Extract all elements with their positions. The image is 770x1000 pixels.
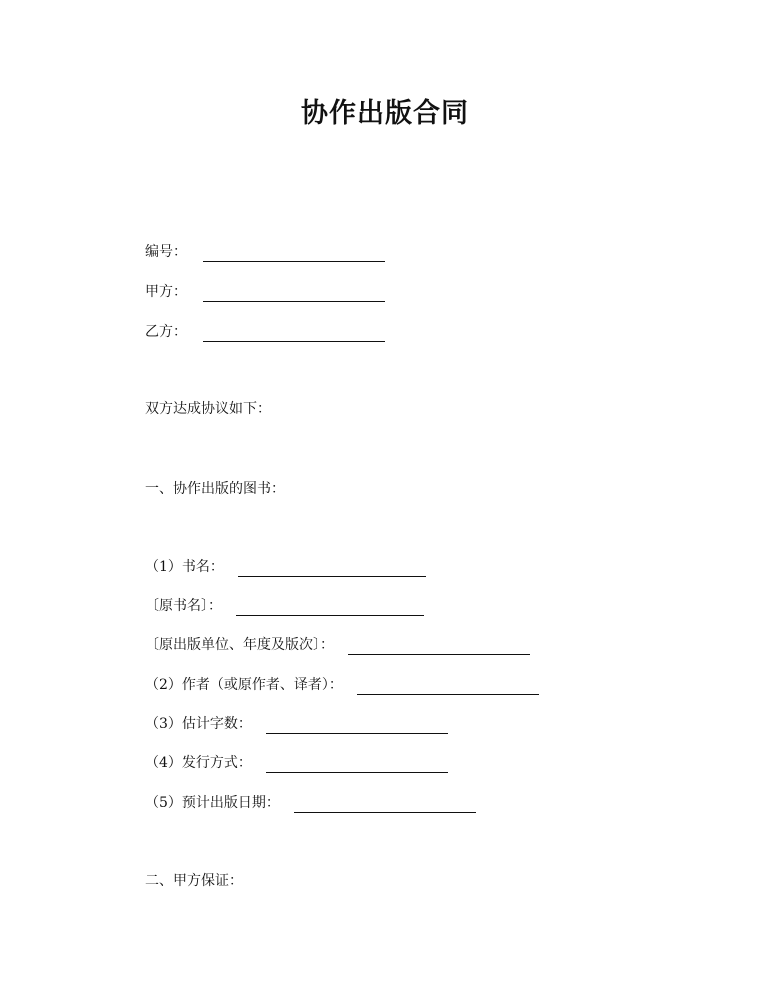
item-publish-date-blank[interactable]	[294, 798, 476, 813]
item-original-title-label: 〔原书名〕：	[145, 598, 222, 614]
item-publish-date-label: （5）预计出版日期：	[145, 795, 280, 811]
item-book-title-blank[interactable]	[238, 562, 426, 577]
intro-text: 双方达成协议如下：	[145, 401, 271, 417]
field-party-a-label: 甲方：	[145, 284, 187, 300]
field-party-b	[145, 322, 385, 342]
item-author-blank[interactable]	[357, 680, 539, 695]
field-number	[145, 242, 385, 262]
page-title: 协作出版合同	[301, 98, 469, 129]
field-number-blank[interactable]	[203, 247, 385, 262]
field-party-a	[145, 282, 385, 302]
section1-heading: 一、协作出版的图书：	[145, 481, 285, 497]
item-distribution-label: （4）发行方式：	[145, 755, 252, 771]
field-party-b-label: 乙方：	[145, 324, 187, 340]
item-original-publisher-blank[interactable]	[348, 640, 530, 655]
item-author-label: （2）作者（或原作者、译者）：	[145, 677, 343, 693]
field-party-a-blank[interactable]	[203, 287, 385, 302]
field-number-label: 编号：	[145, 244, 187, 260]
item-word-count	[145, 714, 448, 734]
item-original-publisher-label: 〔原出版单位、年度及版次〕：	[145, 637, 334, 653]
field-party-b-blank[interactable]	[203, 327, 385, 342]
section2-heading: 二、甲方保证：	[145, 873, 243, 889]
item-publish-date	[145, 793, 476, 813]
item-word-count-blank[interactable]	[266, 719, 448, 734]
item-distribution-blank[interactable]	[266, 758, 448, 773]
item-book-title	[145, 557, 426, 577]
item-word-count-label: （3）估计字数：	[145, 716, 252, 732]
item-original-publisher	[145, 635, 530, 655]
item-book-title-label: （1）书名：	[145, 559, 224, 575]
item-author	[145, 675, 539, 695]
item-original-title-blank[interactable]	[236, 601, 424, 616]
item-distribution	[145, 753, 448, 773]
item-original-title	[145, 596, 424, 616]
